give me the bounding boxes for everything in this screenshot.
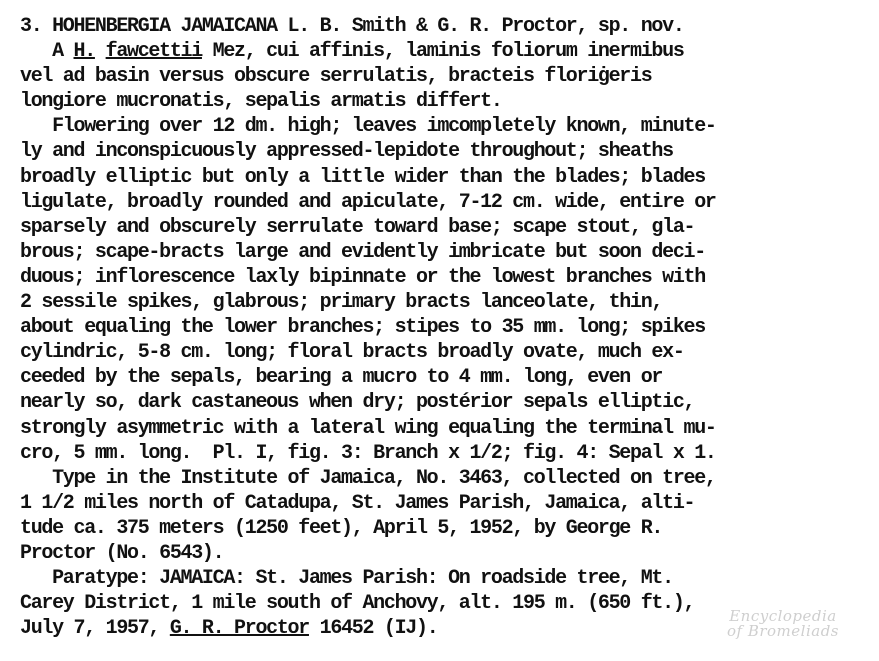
text-line: about equaling the lower branches; stipes to 35 mm. long; spikes: [20, 316, 705, 340]
text-line: vel ad basin versus obscure serrulatis, bracteis floriġeris: [20, 65, 652, 89]
text-line: Proctor (No. 6543).: [20, 541, 224, 565]
watermark-line-1: Encyclopedia: [729, 607, 837, 625]
watermark: [727, 609, 839, 639]
text-line: Flowering over 12 dm. high; leaves imcompletely known, minute-: [20, 115, 716, 139]
watermark-line-2: of Bromeliads: [726, 622, 839, 640]
text-line: Type in the Institute of Jamaica, No. 3463, collected on tree,: [20, 466, 716, 490]
text-line: broadly elliptic but only a little wider than the blades; blades: [20, 165, 705, 189]
text-line: sparsely and obscurely serrulate toward base; scape stout, gla-: [20, 215, 695, 239]
text-line: cylindric, 5-8 cm. long; floral bracts broadly ovate, much ex-: [20, 341, 684, 365]
text-line: ly and inconspicuously appressed-lepidote throughout; sheaths: [20, 140, 673, 164]
text-line: Carey District, 1 mile south of Anchovy, alt. 195 m. (650 ft.),: [20, 592, 695, 616]
species-epithet: fawcettii: [105, 40, 202, 64]
collector-name: G. R. Proctor: [169, 617, 309, 641]
text-line: 2 sessile spikes, glabrous; primary bracts lanceolate, thin,: [20, 291, 663, 315]
text-line: A H. fawcettii Mez, cui affinis, laminis foliorum inermibus: [20, 40, 684, 64]
text-line: Paratype: JAMAICA: St. James Parish: On roadside tree, Mt.: [20, 567, 673, 591]
text-line: duous; inflorescence laxly bipinnate or the lowest branches with: [20, 265, 705, 289]
text-line: nearly so, dark castaneous when dry; postérior sepals elliptic,: [20, 391, 695, 415]
species-description: [20, 14, 870, 641]
text-line: ceeded by the sepals, bearing a mucro to 4 mm. long, even or: [20, 366, 663, 390]
text-line: July 7, 1957, G. R. Proctor 16452 (IJ).: [20, 617, 438, 641]
text-line: 1 1/2 miles north of Catadupa, St. James Parish, Jamaica, alti-: [20, 491, 695, 515]
text-line: strongly asymmetric with a lateral wing equaling the terminal mu-: [20, 416, 716, 440]
heading-line: 3. HOHENBERGIA JAMAICANA L. B. Smith & G. R. Proctor, sp. nov.: [20, 15, 684, 38]
genus-abbrev: H.: [73, 40, 95, 64]
text-line: longiore mucronatis, sepalis armatis differt.: [20, 90, 502, 114]
text-line: tude ca. 375 meters (1250 feet), April 5, 1952, by George R.: [20, 516, 663, 540]
text-line: ligulate, broadly rounded and apiculate, 7-12 cm. wide, entire or: [20, 190, 716, 214]
text-line: brous; scape-bracts large and evidently imbricate but soon deci-: [20, 240, 705, 264]
text-line: cro, 5 mm. long. Pl. I, fig. 3: Branch x 1/2; fig. 4: Sepal x 1.: [20, 441, 716, 465]
